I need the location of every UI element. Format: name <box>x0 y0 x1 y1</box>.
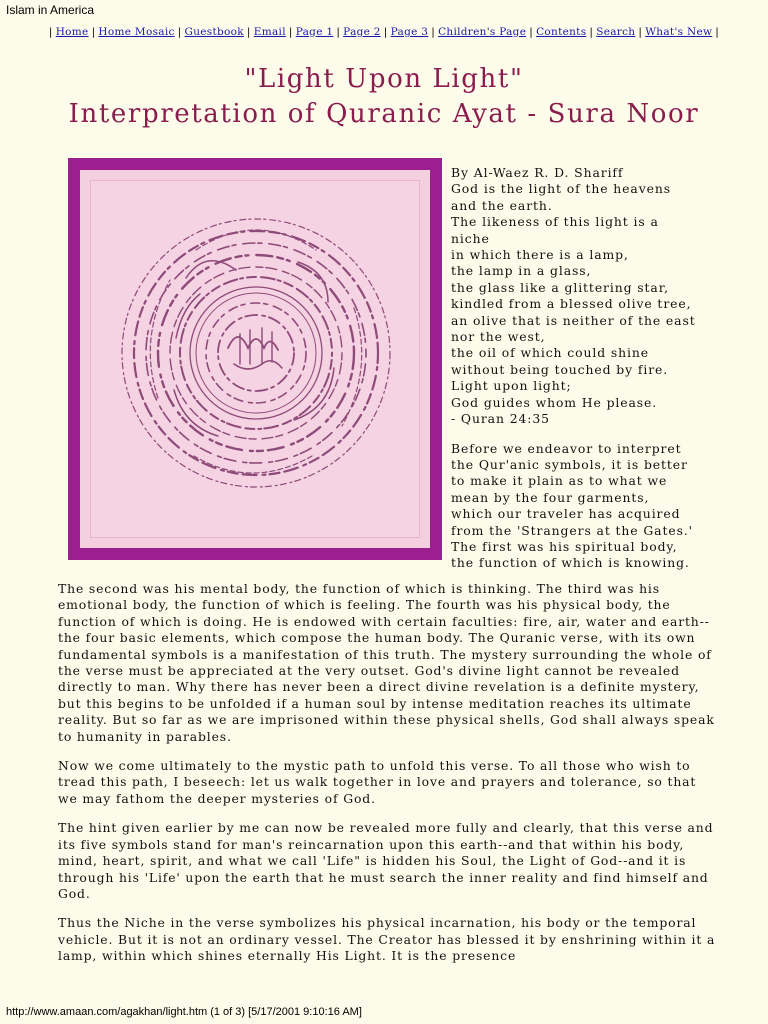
nav-link-home-mosaic[interactable]: Home Mosaic <box>98 26 175 38</box>
calligraphy-medallion-icon <box>68 158 442 560</box>
body-paragraph: The hint given earlier by me can now be revealed more fully and clearly, that this verse and its five symbols stand for man's reincarnation upon this earth--and that within his body, mind, heart, spirit, and what we call 'Life" is hidden his Soul, the Light of God--and it is through his 'Life' upon the earth that he must search the inner reality and find himself and God. <box>58 820 714 901</box>
verse-line: the oil of which could shine <box>451 345 649 361</box>
calligraphy-image <box>68 158 442 560</box>
nav-link-page-1[interactable]: Page 1 <box>295 26 334 38</box>
verse-line: and the earth. <box>451 197 553 213</box>
verse-line: God is the light of the heavens <box>451 181 671 197</box>
byline: By Al-Waez R. D. Shariff <box>451 165 624 180</box>
verse-line: God guides whom He please. <box>451 394 658 410</box>
intro-line: mean by the four garments, <box>451 489 650 505</box>
intro-line: from the 'Strangers at the Gates.' <box>451 522 693 538</box>
print-footer: http://www.amaan.com/agakhan/light.htm (1 of 3) [5/17/2001 9:10:16 AM] <box>6 1006 362 1018</box>
nav-link-whats-new[interactable]: What's New <box>645 26 713 38</box>
intro-line: The first was his spiritual body, <box>451 538 678 554</box>
verse-line: Light upon light; <box>451 378 572 394</box>
verse-citation: - Quran 24:35 <box>451 411 550 427</box>
verse-line: the glass like a glittering star, <box>451 279 670 295</box>
verse-line: in which there is a lamp, <box>451 247 629 263</box>
verse-line: kindled from a blessed olive tree, <box>451 296 692 312</box>
verse-line: an olive that is neither of the east <box>451 312 696 328</box>
nav-link-home[interactable]: Home <box>55 26 89 38</box>
page-title: "Light Upon Light" <box>244 64 524 94</box>
intro-column <box>451 165 751 572</box>
body-paragraph: Now we come ultimately to the mystic path to unfold this verse. To all those who wish to tread this path, I beseech: let us walk together in love and prayers and tolerance, so that we may fathom the deeper mysteries of God. <box>58 758 697 806</box>
nav-link-page-3[interactable]: Page 3 <box>390 26 429 38</box>
body-paragraph: The second was his mental body, the function of which is thinking. The third was his emotional body, the function of which is feeling. The fourth was his physical body, the function of which is doing. He is endowed with certain faculties: fire, air, water and earth--the four basic elements, which compose the human body. The Quranic verse, with its own fundamental symbols is a manifestation of this truth. The mystery surrounding the whole of the verse must be appreciated at the very outset. God's divine light cannot be revealed directly to man. Why there has never been a direct divine revelation is a definite mystery, but this begins to be unfolded if a human soul by intense meditation reaches its ultimate reality. But so far as we are imprisoned within these physical shells, God shall always speak to humanity in parables. <box>58 581 715 744</box>
nav-link-childrens-page[interactable]: Children's Page <box>438 26 527 38</box>
nav-link-guestbook[interactable]: Guestbook <box>184 26 244 38</box>
verse-line: niche <box>451 230 490 246</box>
verse-line: without being touched by fire. <box>451 361 669 377</box>
top-navigation: | Home | Home Mosaic | Guestbook | Email | Page 1 | Page 2 | Page 3 | Children's Page | Contents | Search | What's New | <box>48 26 720 38</box>
nav-link-search[interactable]: Search <box>596 26 636 38</box>
verse-line: nor the west, <box>451 329 546 345</box>
intro-line: the Qur'anic symbols, it is better <box>451 456 688 472</box>
nav-link-page-2[interactable]: Page 2 <box>343 26 381 38</box>
intro-line: which our traveler has acquired <box>451 506 681 522</box>
page-subtitle: Interpretation of Quranic Ayat - Sura Noor <box>68 99 700 129</box>
verse-line: The likeness of this light is a <box>451 214 659 230</box>
print-header: Islam in America <box>6 3 95 17</box>
verse-line: the lamp in a glass, <box>451 263 592 279</box>
intro-line: to make it plain as to what we <box>451 473 668 489</box>
nav-link-email[interactable]: Email <box>253 26 286 38</box>
article-body <box>58 581 718 978</box>
nav-link-contents[interactable]: Contents <box>536 26 587 38</box>
body-paragraph: Thus the Niche in the verse symbolizes his physical incarnation, his body or the temporal vehicle. But it is not an ordinary vessel. The Creator has blessed it by enshrining within it a lamp, within which shines eternally His Light. It is the presence <box>58 915 716 964</box>
intro-line: the function of which is knowing. <box>451 555 690 571</box>
intro-line: Before we endeavor to interpret <box>451 440 682 456</box>
